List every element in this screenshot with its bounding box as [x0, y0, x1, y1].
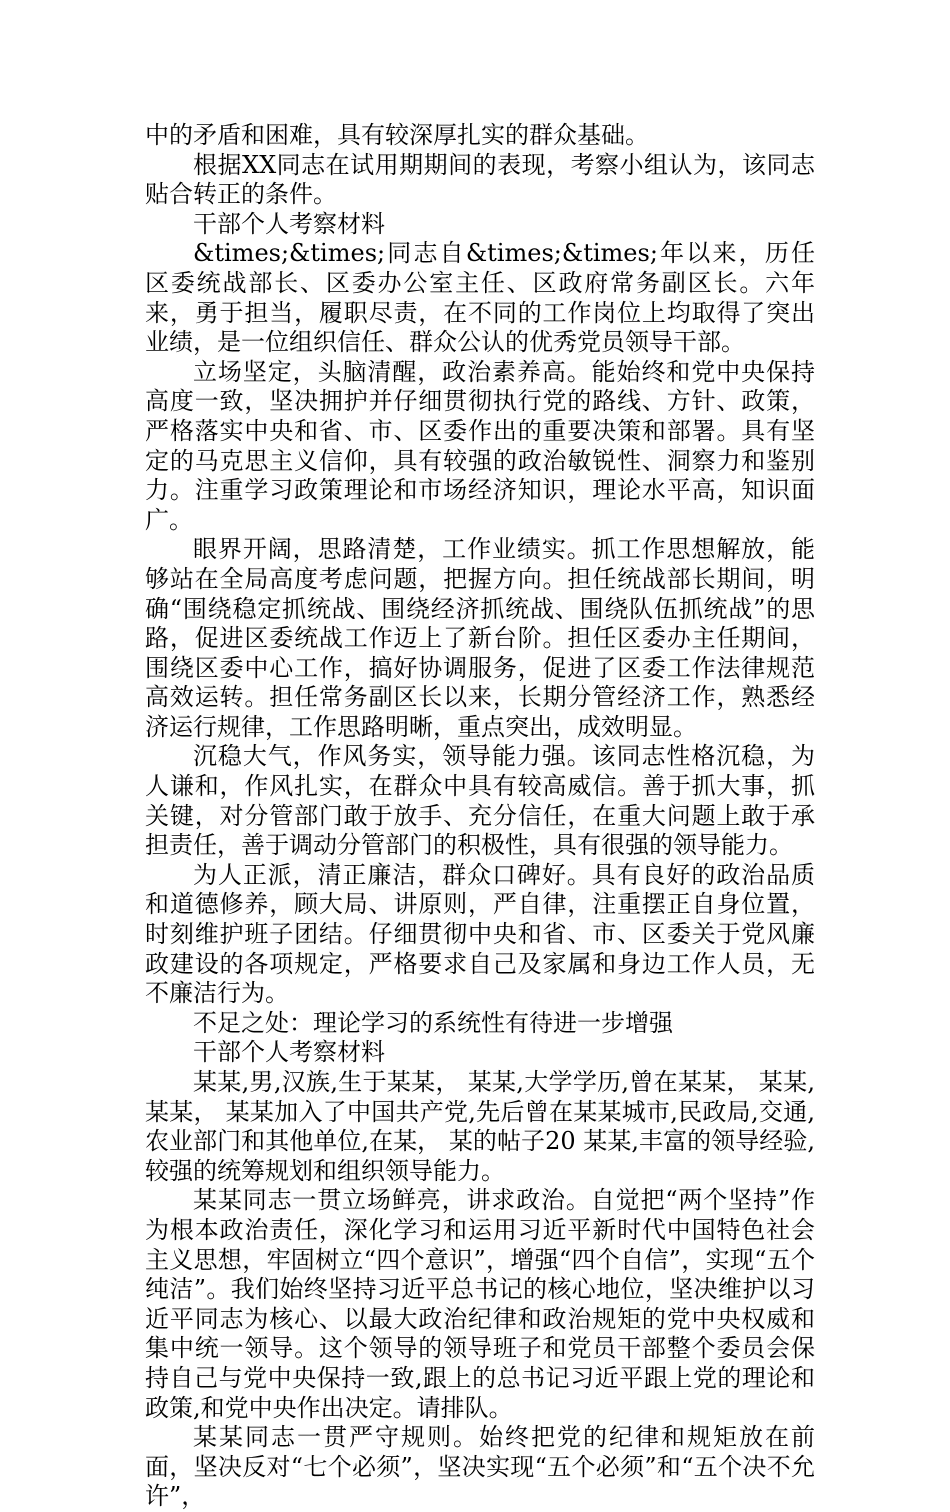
paragraph: 某某同志一贯立场鲜亮，讲求政治。自觉把“两个坚持”作为根本政治责任，深化学习和运用习近平新时代中国特色社会主义思想，牢固树立“四个意识”，增强“四个自信”，实现“五个纯洁”。我们始终坚持习近平总书记的核心地位，坚决维护以习近平同志为核心、以最大政治纪律和政治规矩的党中央权威和集中统一领导。这个领导的领导班子和党员干部整个委员会保持自己与党中央保持一致,跟上的总书记习近平跟上党的理论和政策,和党中央作出决定。请排队。: [145, 1186, 815, 1422]
paragraph: 某某同志一贯严守规则。始终把党的纪律和规矩放在前面，坚决反对“七个必须”，坚决实现“五个必须”和“五个决不允许”，: [145, 1423, 815, 1511]
paragraph: 立场坚定，头脑清醒，政治素养高。能始终和党中央保持高度一致，坚决拥护并仔细贯彻执行党的路线、方针、政策，严格落实中央和省、市、区委作出的重要决策和部署。具有坚定的马克思主义信仰，具有较强的政治敏锐性、洞察力和鉴别力。注重学习政策理论和市场经济知识，理论水平高，知识面广。: [145, 357, 815, 534]
paragraph: 中的矛盾和困难，具有较深厚扎实的群众基础。: [145, 121, 649, 149]
section-heading: 干部个人考察材料: [193, 209, 385, 238]
document-body: [145, 121, 815, 1512]
paragraph: 眼界开阔，思路清楚，工作业绩实。抓工作思想解放，能够站在全局高度考虑问题，把握方向。担任统战部长期间，明确“围绕稳定抓统战、围绕经济抓统战、围绕队伍抓统战”的思路，促进区委统战工作迈上了新台阶。担任区委办主任期间，围绕区委中心工作，搞好协调服务，促进了区委工作法律规范高效运转。担任常务副区长以来，长期分管经济工作，熟悉经济运行规律，工作思路明晰，重点突出，成效明显。: [145, 535, 815, 741]
paragraph: 某某,男,汉族,生于某某， 某某,大学学历,曾在某某， 某某,某某， 某某加入了中国共产党,先后曾在某某城市,民政局,交通,农业部门和其他单位,在某， 某的帖子20 某某,丰富的领导经验,较强的统筹规划和组织领导能力。: [145, 1068, 815, 1185]
paragraph: 沉稳大气，作风务实，领导能力强。该同志性格沉稳，为人谦和，作风扎实，在群众中具有较高威信。善于抓大事，抓关键，对分管部门敢于放手、充分信任，在重大问题上敢于承担责任，善于调动分管部门的积极性，具有很强的领导能力。: [145, 742, 815, 860]
section-heading: 干部个人考察材料: [193, 1038, 385, 1067]
paragraph: &times;&times;同志自&times;&times;年以来，历任区委统战部长、区委办公室主任、区政府常务副区长。六年来，勇于担当，履职尽责，在不同的工作岗位上均取得了突出业绩，是一位组织信任、群众公认的优秀党员领导干部。: [145, 239, 815, 357]
paragraph: 不足之处：理论学习的系统性有待进一步增强: [193, 1008, 673, 1037]
paragraph: 根据XX同志在试用期期间的表现，考察小组认为，该同志贴合转正的条件。: [145, 150, 815, 209]
paragraph: 为人正派，清正廉洁，群众口碑好。具有良好的政治品质和道德修养，顾大局、讲原则，严自律，注重摆正自身位置，时刻维护班子团结。仔细贯彻中央和省、市、区委关于党风廉政建设的各项规定，严格要求自己及家属和身边工作人员，无不廉洁行为。: [145, 860, 815, 1008]
